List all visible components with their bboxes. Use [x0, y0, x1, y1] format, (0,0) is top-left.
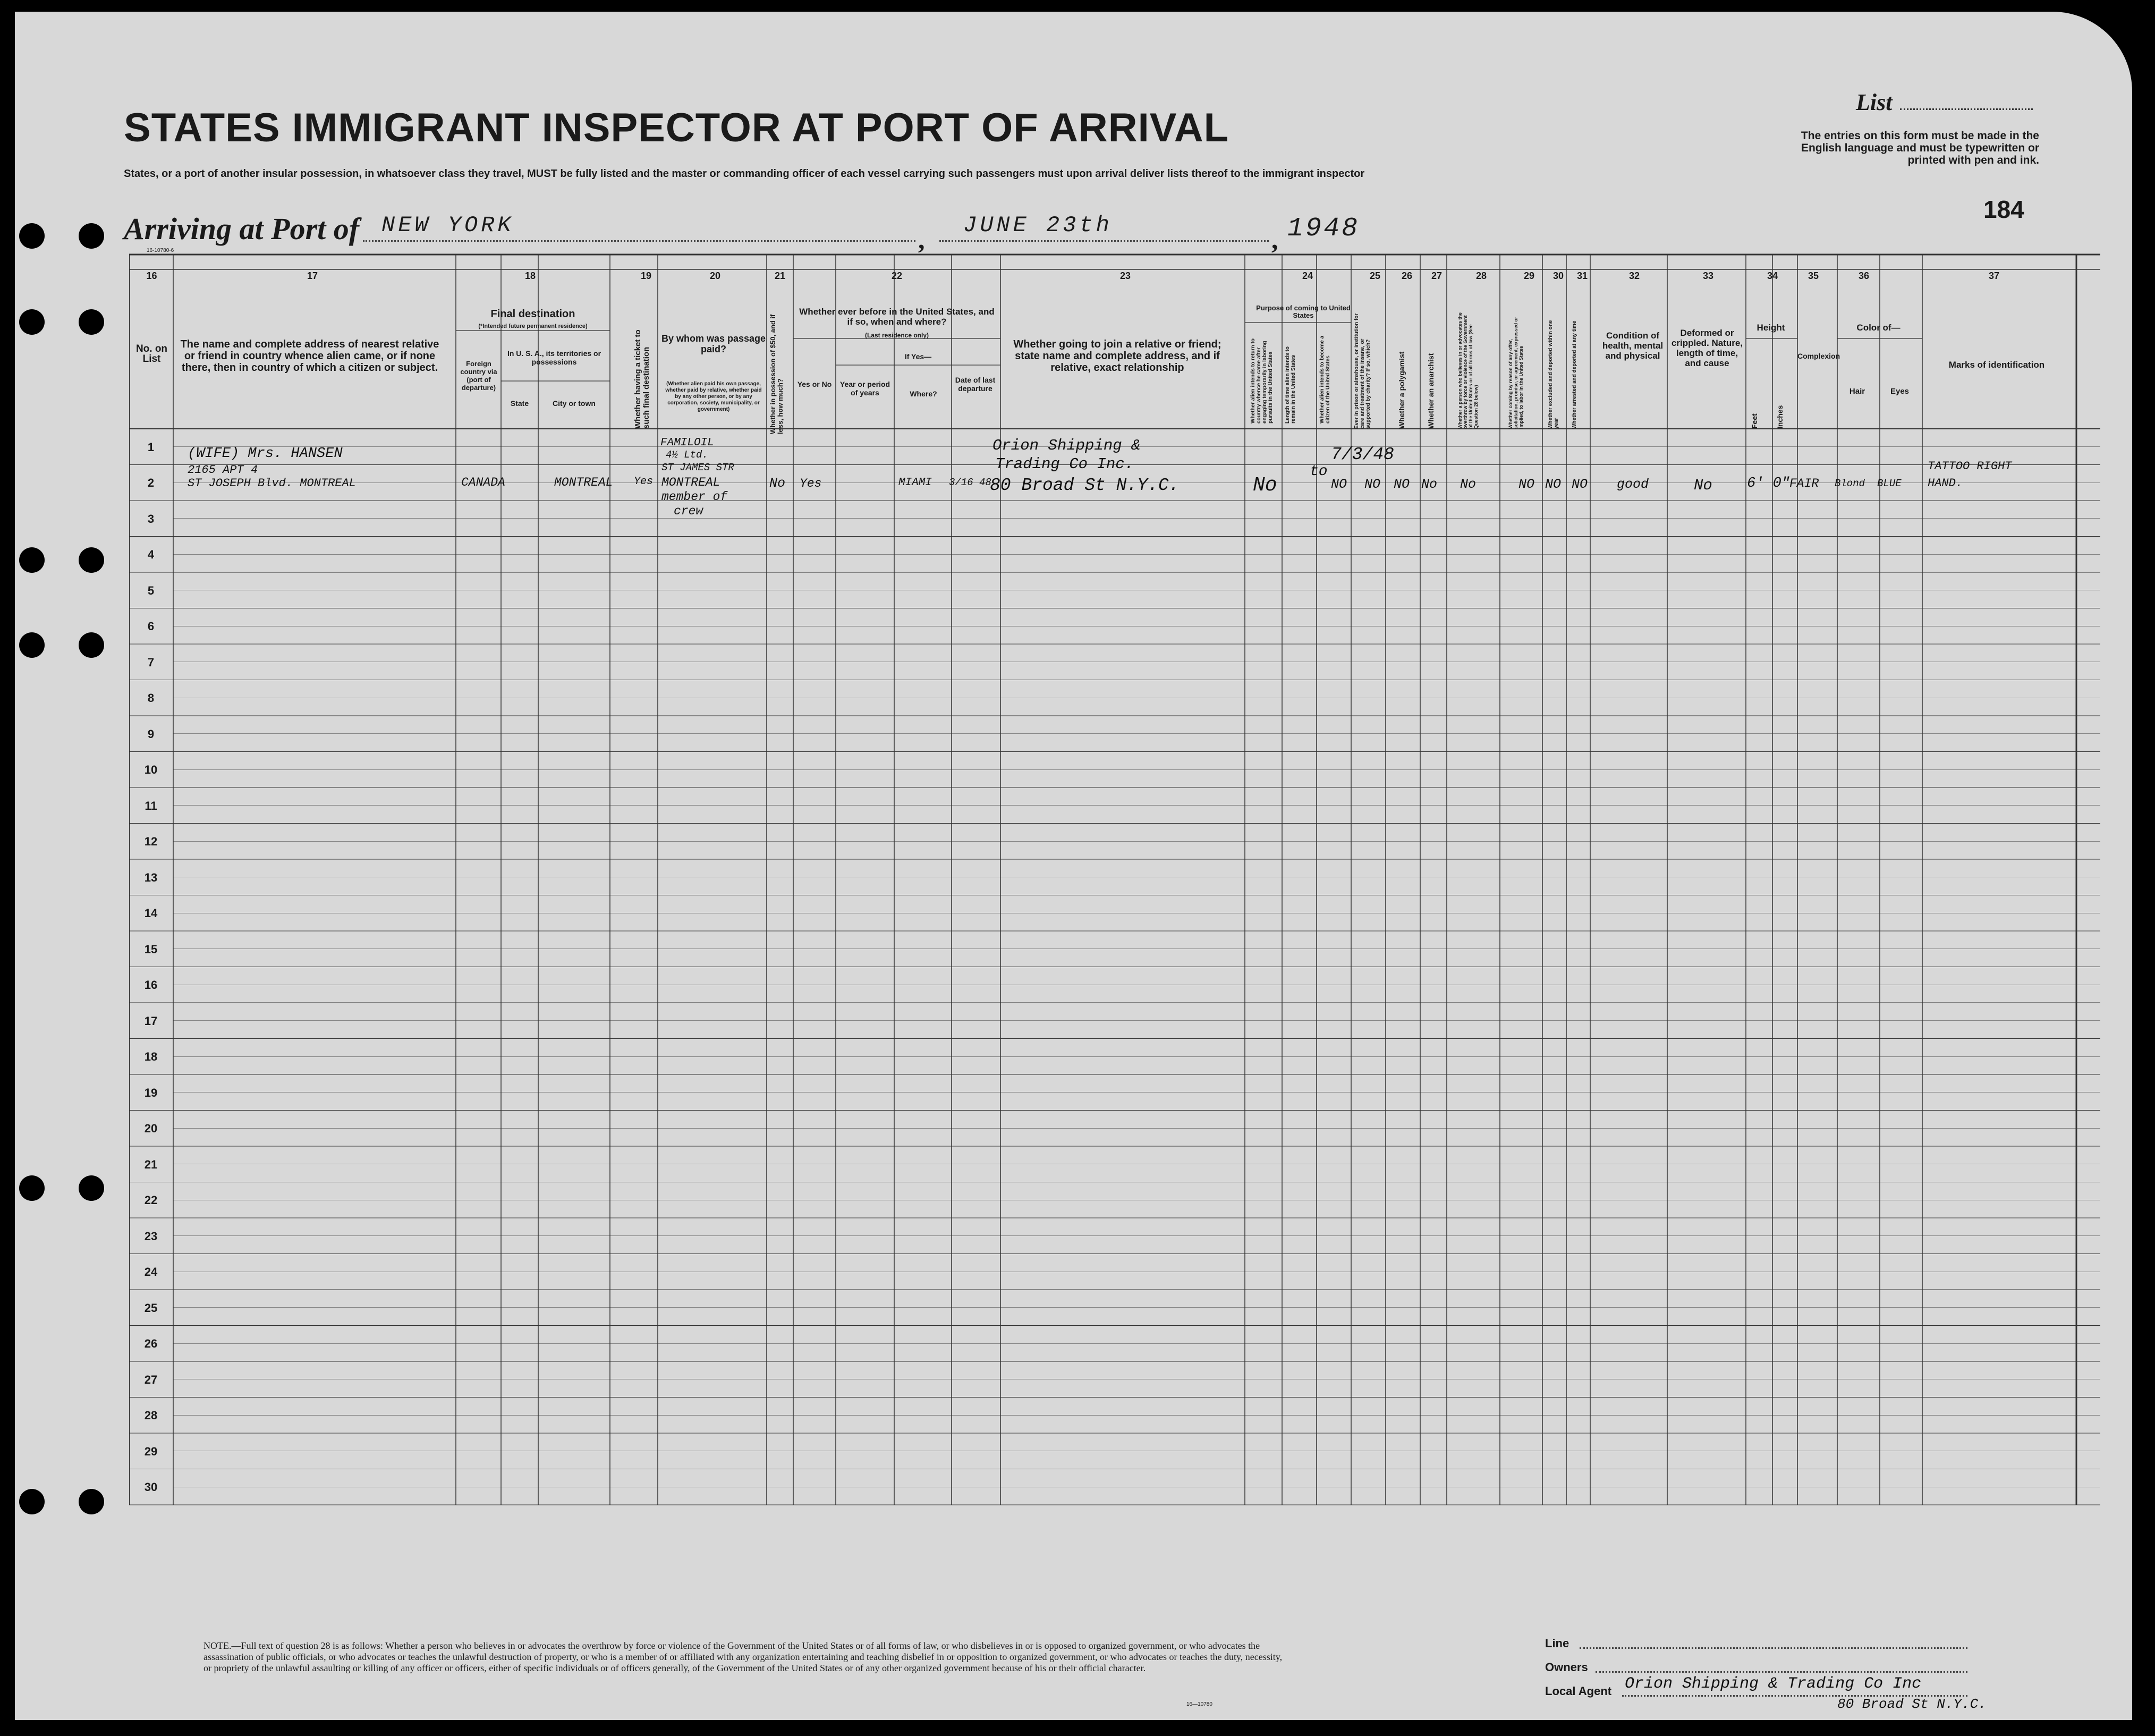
manifest-sheet	[15, 12, 2132, 1720]
header-final-destination-note: (*Intended future permanent residence)	[478, 323, 588, 329]
entry-yes-no[interactable]: Yes	[800, 477, 822, 490]
entry-paid-line6[interactable]: crew	[674, 504, 703, 518]
owners-field[interactable]	[1596, 1671, 1967, 1673]
header-nearest-relative: The name and complete address of nearest relative or friend in country whence alien came, or if none there, then in country of which a citizen or subject.	[180, 338, 439, 374]
local-agent-value-1[interactable]: Orion Shipping & Trading Co Inc	[1625, 1675, 1922, 1693]
row-number: 14	[144, 907, 158, 920]
entry-foreign-country[interactable]: CANADA	[461, 476, 505, 489]
col-num-25: 25	[1369, 270, 1381, 281]
entry-relative-line1[interactable]: (WIFE) Mrs. HANSEN	[188, 446, 343, 462]
entry-paid-line4[interactable]: MONTREAL	[661, 476, 720, 489]
entry-height[interactable]: 6' 0"	[1747, 476, 1791, 492]
entry-hair[interactable]: Blond	[1835, 478, 1865, 489]
entry-col-26[interactable]: NO	[1394, 477, 1410, 492]
entry-col-31[interactable]: NO	[1572, 477, 1588, 492]
header-by-whom: By whom was passage paid?	[661, 333, 766, 354]
entry-eyes[interactable]: BLUE	[1877, 478, 1902, 489]
entry-col-28[interactable]: No	[1460, 477, 1477, 492]
header-in-usa: In U. S. A., its territories or possessions	[507, 349, 601, 366]
row-number: 22	[144, 1193, 158, 1207]
owners-label: Owners	[1545, 1661, 1588, 1674]
row-number: 8	[147, 691, 155, 705]
page-subtitle: States, or a port of another insular possession, in whatsoever class they travel, MUST be fully listed and the master or commanding officer of each vessel carrying such passengers must upon arrival deliver lists thereof to the immigrant inspector	[124, 168, 1365, 180]
binder-hole	[19, 1175, 45, 1201]
row-number: 27	[144, 1373, 158, 1386]
header-purpose-a: Whether alien intends to return to country whence he came after engaging temporarily in laboring pursuits in the United States	[1250, 338, 1274, 424]
header-possession-50: Whether in possession of $50, and if less, how much?	[769, 314, 784, 434]
row-number: 5	[147, 583, 155, 597]
header-eyes: Eyes	[1890, 387, 1910, 396]
header-col-29: Whether coming by reason of any offer, solicitation, promise, or agreement, expressed or implied, to labor in the United States	[1508, 317, 1524, 429]
row-number: 1	[147, 440, 155, 454]
header-col-28: Whether a person who believes in or advocates the overthrow by force or violence of the Government of the United States or of all forms of law (See Question 28 below)	[1457, 312, 1479, 429]
binder-hole	[79, 1489, 104, 1514]
manifest-table	[129, 253, 2100, 1595]
header-complexion: Complexion	[1797, 352, 1840, 360]
col-num-23: 23	[1119, 270, 1131, 281]
header-foreign-country: Foreign country via (port of departure)	[460, 360, 497, 392]
header-inches: Inches	[1776, 405, 1784, 429]
header-yes-no: Yes or No	[797, 380, 832, 388]
row-number: 28	[144, 1409, 158, 1422]
entry-col-25[interactable]: NO	[1364, 477, 1381, 492]
row-number: 2	[147, 476, 155, 490]
row-number: 30	[144, 1480, 158, 1494]
header-col-26: Whether a polygamist	[1397, 351, 1406, 429]
entry-possession[interactable]: No	[769, 476, 786, 491]
header-purpose: Purpose of coming to United States	[1256, 304, 1351, 319]
port-value[interactable]: NEW YORK	[381, 213, 514, 238]
row-number: 25	[144, 1301, 158, 1315]
col-num-16: 16	[146, 270, 157, 281]
header-no-on-list: No. on List	[135, 343, 168, 365]
col-num-28: 28	[1475, 270, 1487, 281]
header-height: Height	[1757, 323, 1785, 333]
entry-complexion[interactable]: FAIR	[1789, 477, 1819, 490]
col-num-34: 34	[1767, 270, 1778, 281]
entry-relative-line3[interactable]: ST JOSEPH Blvd. MONTREAL	[188, 477, 356, 490]
entry-relative-line2[interactable]: 2165 APT 4	[188, 463, 258, 477]
row-number: 16	[144, 978, 158, 992]
header-condition: Condition of health, mental and physical	[1602, 331, 1664, 361]
line-field[interactable]	[1580, 1647, 1967, 1649]
header-purpose-c: Whether alien intends to become a citizen of the United States	[1319, 335, 1331, 424]
header-if-yes: If Yes—	[904, 352, 932, 361]
entry-col-29[interactable]: NO	[1518, 477, 1535, 492]
entry-paid-line1[interactable]: FAMILOIL	[660, 437, 714, 449]
entry-paid-line2[interactable]: 4½ Ltd.	[666, 449, 708, 461]
row-number: 19	[144, 1086, 158, 1099]
col-num-18: 18	[524, 270, 536, 281]
local-agent-value-2[interactable]: 80 Broad St N.Y.C.	[1837, 1696, 1987, 1712]
row-number: 18	[144, 1050, 158, 1064]
header-year-period: Year or period of years	[839, 380, 890, 397]
row-number: 15	[144, 942, 158, 956]
header-feet: Feet	[1750, 413, 1759, 429]
row-number: 3	[147, 512, 155, 526]
entry-join-line1[interactable]: Orion Shipping &	[992, 437, 1141, 454]
entry-city[interactable]: MONTREAL	[554, 476, 613, 489]
header-purpose-b: Length of time alien intends to remain in the United States	[1285, 346, 1296, 424]
header-state: State	[510, 399, 529, 408]
binder-hole	[79, 223, 104, 249]
binder-hole	[19, 309, 45, 335]
arriving-label: Arriving at Port of	[124, 211, 360, 246]
comma-separator-2: ,	[1271, 225, 1278, 255]
binder-hole	[19, 547, 45, 573]
row-number: 4	[147, 548, 155, 562]
col-num-27: 27	[1431, 270, 1443, 281]
col-num-37: 37	[1988, 270, 2000, 281]
header-date-last: Date of last departure	[955, 376, 996, 393]
binder-hole	[19, 632, 45, 658]
col-num-35: 35	[1808, 270, 1819, 281]
col-num-29: 29	[1523, 270, 1535, 281]
header-by-whom-note: (Whether alien paid his own passage, whether paid by relative, whether paid by any other person, or by any corporation, society, municipality, or government)	[665, 381, 762, 412]
row-number: 24	[144, 1265, 158, 1279]
binder-hole	[79, 632, 104, 658]
header-col-27: Whether an anarchist	[1427, 353, 1435, 429]
table-grid	[129, 253, 2100, 1595]
col-num-21: 21	[774, 270, 786, 281]
list-field[interactable]	[1900, 108, 2033, 110]
entry-join-line2[interactable]: Trading Co Inc.	[995, 455, 1134, 473]
entry-where[interactable]: MIAMI	[898, 477, 932, 489]
date-field-line	[939, 240, 1269, 242]
col-num-26: 26	[1401, 270, 1413, 281]
header-deformed: Deformed or crippled. Nature, length of time, and cause	[1671, 328, 1743, 368]
header-marks: Marks of identification	[1948, 360, 2045, 370]
row-number: 10	[144, 763, 158, 777]
entry-purpose-a[interactable]: No	[1253, 474, 1277, 497]
col-num-30: 30	[1552, 270, 1564, 281]
col-num-19: 19	[640, 270, 652, 281]
header-ticket: Whether having a ticket to such final destination	[633, 329, 651, 429]
header-hair: Hair	[1849, 387, 1865, 396]
comma-separator: ,	[918, 225, 925, 255]
row-number: 9	[147, 727, 155, 741]
binder-hole	[79, 309, 104, 335]
col-num-24: 24	[1302, 270, 1313, 281]
entry-deformed[interactable]: No	[1694, 477, 1712, 494]
form-code: 16-10780-6	[147, 248, 174, 253]
row-number: 13	[144, 870, 158, 884]
entry-paid-line3[interactable]: ST JAMES STR	[661, 462, 734, 473]
row-number: 29	[144, 1444, 158, 1458]
entry-ticket[interactable]: Yes	[634, 476, 654, 488]
list-label: List	[1856, 89, 1893, 115]
port-field-line	[363, 240, 915, 242]
footer-code: 16—10780	[1186, 1701, 1212, 1707]
row-number: 20	[144, 1122, 158, 1136]
entry-paid-line5[interactable]: member of	[661, 490, 728, 504]
binder-hole	[79, 1175, 104, 1201]
header-final-destination: Final destination	[490, 308, 575, 320]
header-where: Where?	[910, 389, 937, 398]
local-agent-label: Local Agent	[1545, 1684, 1612, 1698]
col-num-32: 32	[1628, 270, 1640, 281]
entry-purpose-b[interactable]: to	[1310, 463, 1328, 480]
row-number: 26	[144, 1337, 158, 1351]
header-join-relative: Whether going to join a relative or friend; state name and complete address, and if relative, exact relationship	[1013, 338, 1221, 374]
header-last-residence: (Last residence only)	[864, 332, 929, 339]
header-col-30: Whether excluded and deported within one year	[1548, 320, 1559, 429]
binder-hole	[19, 1489, 45, 1514]
entry-col-30[interactable]: NO	[1545, 477, 1562, 492]
header-color-of: Color of—	[1856, 323, 1901, 333]
page-number: 184	[1983, 196, 2024, 223]
row-number: 6	[147, 620, 155, 633]
entry-marks-line2[interactable]: HAND.	[1928, 477, 1963, 490]
header-ever-before: Whether ever before in the United States, and if so, when and where?	[799, 307, 995, 327]
header-city: City or town	[553, 399, 596, 408]
instructions-text: The entries on this form must be made in the English language and must be typewritten or printed with pen and ink.	[1801, 130, 2039, 166]
col-num-20: 20	[709, 270, 721, 281]
col-num-36: 36	[1858, 270, 1870, 281]
line-label: Line	[1545, 1637, 1569, 1650]
col-num-31: 31	[1576, 270, 1588, 281]
row-number: 12	[144, 835, 158, 849]
binder-hole	[79, 547, 104, 573]
year-value[interactable]: 1948	[1287, 214, 1360, 244]
header-col-25: Ever in prison or almshouse, or institution for care and treatment of the insane, or supported by charity? If so, which?	[1354, 313, 1371, 429]
col-num-22: 22	[891, 270, 903, 281]
entry-purpose-c[interactable]: NO	[1331, 477, 1347, 492]
entry-marks-line1[interactable]: TATTOO RIGHT	[1928, 460, 2012, 473]
entry-date-last[interactable]: 3/16 48	[949, 477, 991, 488]
row-number: 7	[147, 655, 155, 669]
entry-purpose-b2[interactable]: 7/3/48	[1331, 445, 1394, 464]
row-number: 23	[144, 1229, 158, 1243]
date-value[interactable]: JUNE 23th	[963, 213, 1113, 238]
question-28-note: NOTE.—Full text of question 28 is as follows: Whether a person who believes in or advocates the overthrow by force or violence of the Government of the United States or of all forms of law, or who disbelieves in or is opposed to organized government, or who advocates the assassination of public officials, or who advocates or teaches the unlawful destruction of property, or who is a member of or affiliated with any organization entertaining and teaching disbelief in or opposition to organized government, or who advocates or teaches the duty, necessity, or propriety of the unlawful assaulting or killing of any officer or officers, either of specific individuals or of officers generally, of the Government of the United States or of any other organized government because of his or their official character.	[203, 1640, 1283, 1673]
header-col-31: Whether arrested and deported at any time	[1572, 320, 1577, 429]
row-number: 21	[144, 1157, 158, 1171]
binder-hole	[19, 223, 45, 249]
row-number: 11	[145, 799, 157, 812]
row-number: 17	[144, 1014, 158, 1028]
entry-condition[interactable]: good	[1617, 477, 1649, 492]
col-num-17: 17	[307, 270, 318, 281]
entry-join-line3[interactable]: 80 Broad St N.Y.C.	[990, 476, 1180, 495]
page-title: STATES IMMIGRANT INSPECTOR AT PORT OF ARRIVAL	[124, 105, 1229, 150]
entry-col-27[interactable]: No	[1421, 477, 1438, 492]
col-num-33: 33	[1702, 270, 1714, 281]
